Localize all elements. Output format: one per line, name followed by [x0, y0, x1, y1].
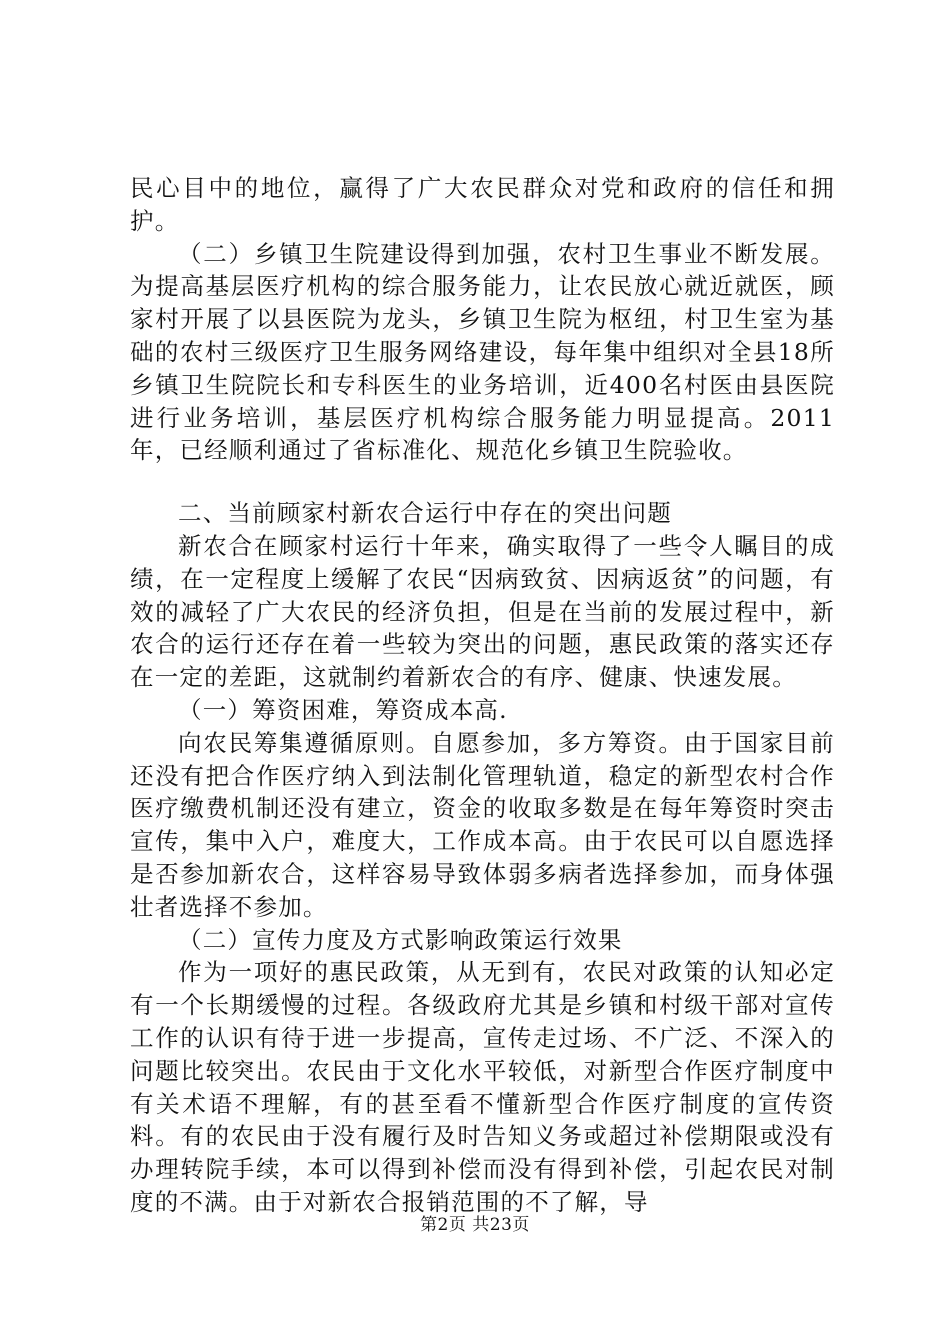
- page-footer: 第2页 共23页: [420, 1215, 530, 1235]
- document-body: [130, 172, 835, 1219]
- paragraph-continuation: 民心目中的地位，赢得了广大农民群众对党和政府的信任和拥护。: [130, 174, 835, 235]
- paragraph-township-hospitals: （二）乡镇卫生院建设得到加强，农村卫生事业不断发展。为提高基层医疗机构的综合服务能力，让农民放心就近就医，顾家村开展了以县医院为龙头，乡镇卫生院为枢纽，村卫生室为基础的农村三级医疗卫生服务网络建设，每年集中组织对全县18所乡镇卫生院院长和专科医生的业务培训，近400名村医由县医院进行业务培训，基层医疗机构综合服务能力明显提高。2011年，已经顺利通过了省标准化、规范化乡镇卫生院验收。: [130, 239, 835, 465]
- paragraph-publicity: 作为一项好的惠民政策，从无到有，农民对政策的认知必定有一个长期缓慢的过程。各级政府尤其是乡镇和村级干部对宣传工作的认识有待于进一步提高，宣传走过场、不广泛、不深入的问题比较突出。农民由于文化水平较低，对新型合作医疗制度中有关术语不理解，有的甚至看不懂新型合作医疗制度的宣传资料。有的农民由于没有履行及时告知义务或超过补偿期限或没有办理转院手续，本可以得到补偿而没有得到补偿，引起农民对制度的不满。由于对新农合报销范围的不了解，导: [130, 958, 835, 1216]
- subheading-funding: （一）筹资困难，筹资成本高.: [178, 695, 508, 724]
- section-heading-problems: 二、当前顾家村新农合运行中存在的突出问题: [178, 499, 672, 528]
- paragraph-funding: 向农民筹集遵循原则。自愿参加，多方筹资。由于国家目前还没有把合作医疗纳入到法制化管理轨道，稳定的新型农村合作医疗缴费机制还没有建立，资金的收取多数是在每年筹资时突击宣传，集中入户，难度大，工作成本高。由于农民可以自愿选择是否参加新农合，这样容易导致体弱多病者选择参加，而身体强壮者选择不参加。: [130, 728, 835, 921]
- paragraph-problems-intro: 新农合在顾家村运行十年来，确实取得了一些令人瞩目的成绩，在一定程度上缓解了农民“因病致贫、因病返贫”的问题，有效的减轻了广大农民的经济负担，但是在当前的发展过程中，新农合的运行还存在着一些较为突出的问题，惠民政策的落实还存在一定的差距，这就制约着新农合的有序、健康、快速发展。: [130, 531, 835, 692]
- subheading-publicity: （二）宣传力度及方式影响政策运行效果: [178, 925, 623, 954]
